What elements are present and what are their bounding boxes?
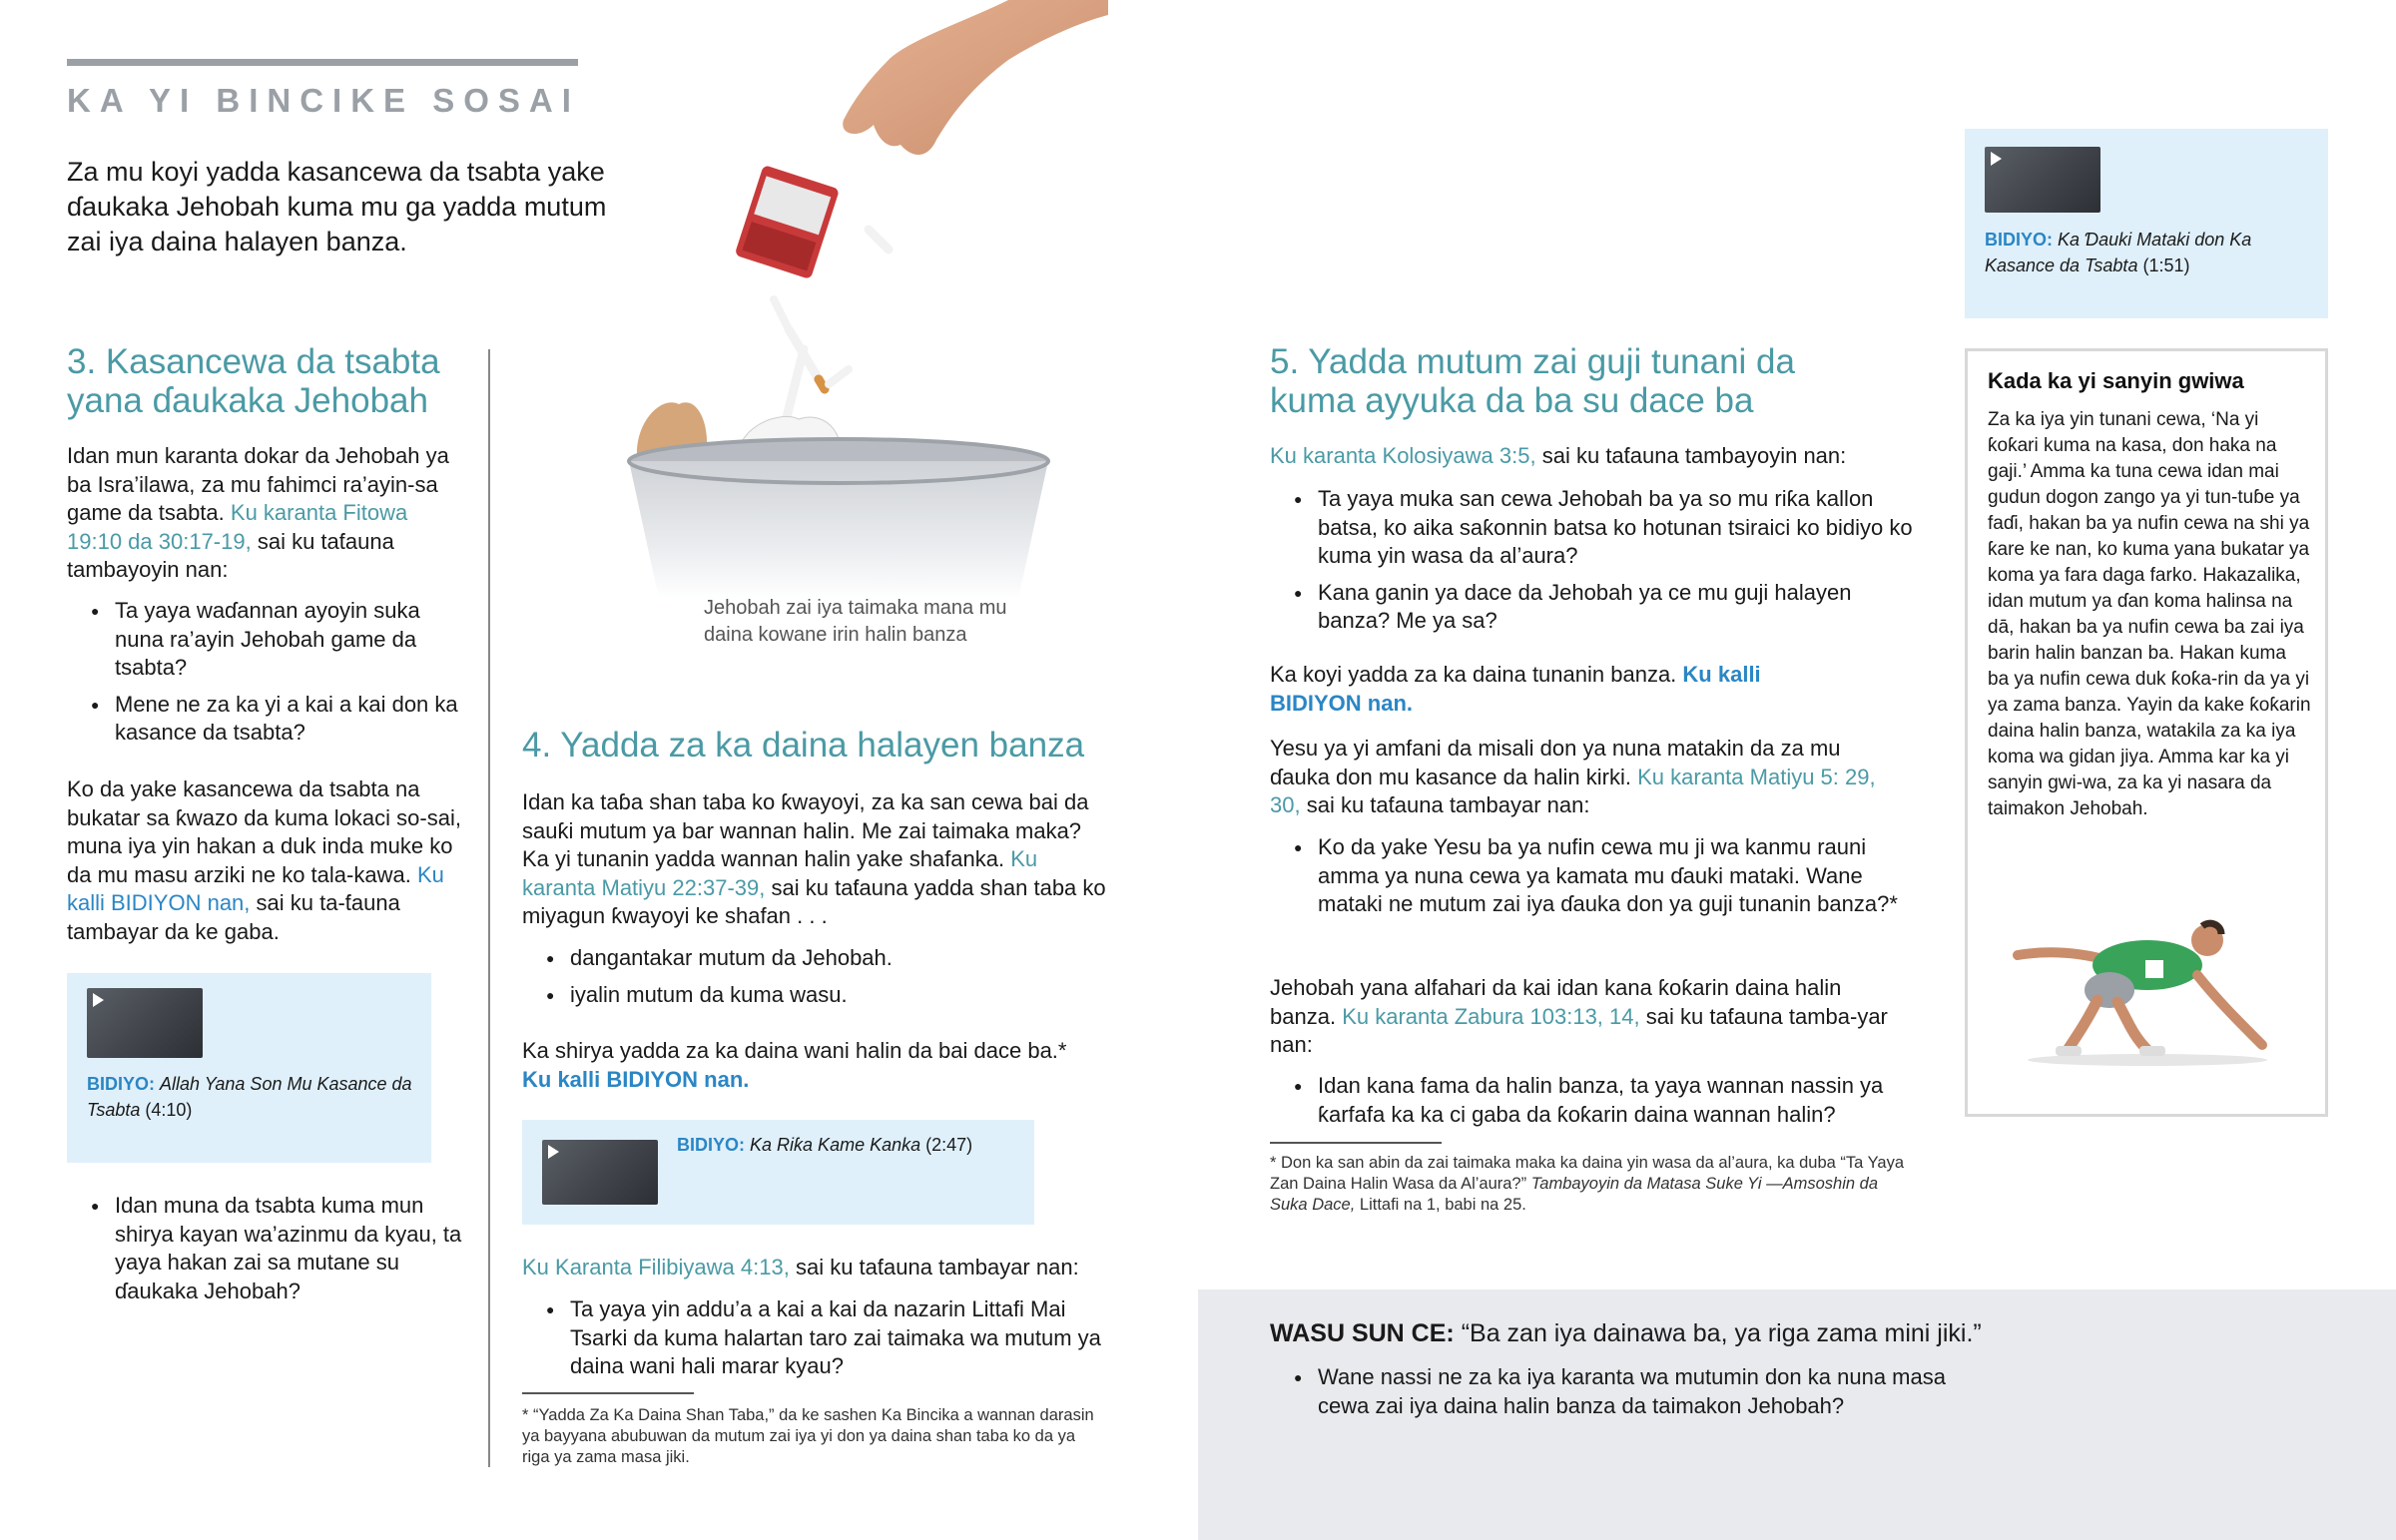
list-item: ● Idan kana fama da halin banza, ta yaya wannan nassin ya ƙarfafa ka ka ci gaba da ƙoƙarin daina wannan halin? xyxy=(1270,1072,1919,1129)
section-4-bullets xyxy=(522,944,1111,1017)
list-item: ● Idan muna da tsabta kuma mun shirya kayan wa’azinmu da kyau, ta yaya hakan zai sa mutane su ɗaukaka Jehobah? xyxy=(67,1192,466,1305)
section-3-questions xyxy=(67,597,466,756)
list-item: ● Ta yaya waɗannan ayoyin suka nuna ra’ayin Jehobah game da tsabta? xyxy=(67,597,466,683)
video-label: BIDIYO: Ka Riƙa Kame Kanka (2:47) xyxy=(677,1135,973,1155)
scripture-link-zabura[interactable]: Ku karanta Zabura 103:13, 14, xyxy=(1342,1003,1640,1029)
list-item: ● Kana ganin ya dace da Jehobah ya ce mu guji halayen banza? Me ya sa? xyxy=(1270,579,1919,636)
section-3-title: 3. Kasancewa da tsabta yana ɗaukaka Jehobah xyxy=(67,342,440,420)
footnote-rule xyxy=(1270,1142,1442,1144)
illustration-caption: Jehobah zai iya taimaka mana mu daina kowane irin halin banza xyxy=(704,597,1007,646)
section-4-question xyxy=(522,1295,1111,1389)
section-4-paragraph-3: Ku Karanta Filibiyawa 4:13, sai ku taƭauna tambayar nan: xyxy=(522,1255,1079,1280)
section-4-paragraph-1: Idan ka taɓa shan taba ko ƙwayoyi, za ka san cewa bai da sauƙi mutum ya bar wannan halin. Me zai taimaka maka? Ka yi tunanin yadda wannan halin yake shafanka. Ku karanta Matiyu 22:37-39, sai ku taƭauna yadda shan taba ko miyagun ƙwayoyi ke shafan . . . xyxy=(522,789,1106,928)
video-thumbnail[interactable] xyxy=(542,1140,658,1205)
section-4-footnote: * “Yadda Za Ka Daina Shan Taba,” da ke sashen Ka Bincika a wannan darasin ya bayyana abubuwan da mutum zai iya yi don ya daina shan taba ko da ya riga ya zama masa jiki. xyxy=(522,1406,1094,1466)
section-5-paragraph-4: Jehobah yana alfahari da kai idan kana ƙoƙarin daina halin banza. Ku karanta Zabura 103:13, 14, sai ku taƭauna tamba-yar nan: xyxy=(1270,975,1888,1057)
list-item: ● Ta yaya yin addu’a a kai a kai da nazarin Littafi Mai Tsarki da kuma halartan taro zai taimaka wa mutum ya daina wani hali marar kyau? xyxy=(522,1295,1111,1381)
video-thumbnail[interactable] xyxy=(1985,147,2100,213)
play-icon xyxy=(548,1145,559,1159)
encouragement-box xyxy=(1965,348,2328,1117)
wasu-sun-ce-label: WASU SUN CE: xyxy=(1270,1319,1455,1347)
list-item: ● iyalin mutum da kuma wasu. xyxy=(522,981,1111,1010)
section-3-paragraph-2: Ko da yake kasancewa da tsabta na bukatar sa ƙwazo da kuma lokaci so-sai, muna iya yin hakan a duk inda muke ko da mu masu arziki ne ko tala-kawa. Ku kalli BIDIYON nan, sai ku ta-ƭauna tambayar da ke gaba. xyxy=(67,776,461,944)
scripture-link-fitowa[interactable]: Ku karanta Fitowa 19:10 da 30:17-19, xyxy=(67,500,408,554)
video-card-section-3[interactable] xyxy=(67,973,431,1163)
list-item: ● Ta yaya muka san cewa Jehobah ba ya so mu riƙa kallon batsa, ko aika saƙonnin batsa ko hotunan tsiraici ko bidiyo ko kuma yin wasa da al’aura? xyxy=(1270,485,1919,571)
play-icon xyxy=(1991,152,2002,166)
scripture-link-matiyu-5[interactable]: Ku karanta Matiyu 5: 29, 30, xyxy=(1270,764,1876,817)
section-5-footnote: * Don ka san abin da zai taimaka maka ka daina yin wasa da al’aura, ka duba “Ta Yaya Zan Daina Halin Wasa da Al’aura?” Tambayoyin da Matasa Suke Yi —Amsoshin da Suka Dace, Littafi na 1, babi na 25. xyxy=(1270,1154,1905,1214)
list-item: ● Wane nassi ne za ka iya karanta wa mutumin don ka nuna masa cewa zai iya daina halin banza da taimakon Jehobah? xyxy=(1270,1363,1989,1420)
video-label: BIDIYO: Allah Yana Son Mu Kasance da Tsabta (4:10) xyxy=(87,1074,412,1120)
column-divider xyxy=(488,349,490,1467)
video-label: BIDIYO: Ka Ɗauki Mataki don Ka Kasance da Tsabta (1:51) xyxy=(1985,230,2252,275)
video-thumbnail[interactable] xyxy=(87,988,203,1058)
section-5-paragraph-3: Yesu ya yi amfani da misali don ya nuna matakin da za mu ɗauka don mu kasance da halin kirki. Ku karanta Matiyu 5: 29, 30, sai ku taƭauna tambayar nan: xyxy=(1270,736,1876,817)
section-5-question-4 xyxy=(1270,1072,1919,1137)
section-5-title: 5. Yadda mutum zai guji tunani da kuma ayyuka da ba su dace ba xyxy=(1270,342,1795,420)
scripture-link-filibiyawa[interactable]: Ku Karanta Filibiyawa 4:13, xyxy=(522,1255,790,1280)
scripture-link-matiyu-22[interactable]: Ku karanta Matiyu 22:37-39, xyxy=(522,846,1038,900)
video-link-4[interactable]: Ku kalli BIDIYON nan. xyxy=(522,1066,750,1092)
section-5-paragraph-1: Ku karanta Kolosiyawa 3:5, sai ku taƭauna tambayoyin nan: xyxy=(1270,443,1847,468)
trash-illustration xyxy=(589,0,1108,609)
section-label: KA YI BINCIKE SOSAI xyxy=(67,82,580,119)
section-3-question-3 xyxy=(67,1192,466,1313)
box-text: Za ka iya yin tunani cewa, ‘Na yi ƙoƙari kuma na kasa, don haka na gaji.’ Amma ka tuna cewa idan mai gudun dogon zango ya yi tun-tuɓe ya faɗi, hakan ba ya nufin cewa na shi ya ƙare ke nan, ko kuma yana bukatar ya koma ya fara daga farko. Hakazalika, idan mutum ya ɗan koma halinsa na dā, hakan ba ya nufin cewa ba zai iya barin halin banzan ba. Hakan kuma ba ya nufin cewa duk ƙoƙa-rin da ya yi ya zama banza. Yayin da kake ƙoƙarin daina halin banza, watakila za ka iya koma wa gidan jiya. Amma kar ka yi sanyin gwi-wa, za ka yi nasara da taimakon Jehobah. xyxy=(1988,409,2311,819)
video-link-3[interactable]: Ku kalli BIDIYON nan, xyxy=(67,861,444,915)
video-link-5[interactable]: Ku kalli BIDIYON nan. xyxy=(1270,662,1761,716)
footnote-rule xyxy=(522,1392,694,1394)
wasu-sun-ce-panel xyxy=(1198,1289,2396,1540)
play-icon xyxy=(93,993,104,1007)
section-3-paragraph-1: Idan mun karanta dokar da Jehobah ya ba Isra’ilawa, za mu fahimci ra’ayin-sa game da tsabta. Ku karanta Fitowa 19:10 da 30:17-19, sai ku taƭauna tambayoyin nan: xyxy=(67,443,449,582)
section-5-questions xyxy=(1270,485,1919,644)
box-title: Kada ka yi sanyin gwiwa xyxy=(1988,368,2244,393)
intro-text: Za mu koyi yadda kasancewa da tsabta yake ɗaukaka Jehobah kuma mu ga yadda mutum zai iya daina halayen banza. xyxy=(67,157,607,257)
wasu-sun-ce-question xyxy=(1270,1363,1989,1428)
section-5-question-3 xyxy=(1270,833,1909,927)
section-4-paragraph-2: Ka shirya yadda za ka daina wani halin da bai dace ba.* Ku kalli BIDIYON nan. xyxy=(522,1038,1067,1092)
scripture-link-kolosiyawa[interactable]: Ku karanta Kolosiyawa 3:5, xyxy=(1270,443,1536,468)
header-rule xyxy=(67,59,578,66)
section-4-title: 4. Yadda za ka daina halayen banza xyxy=(522,726,1085,765)
section-5-paragraph-2: Ka koyi yadda za ka daina tunanin banza. Ku kalli BIDIYON nan. xyxy=(1270,662,1761,716)
list-item: ● dangantakar mutum da Jehobah. xyxy=(522,944,1111,973)
runner-illustration xyxy=(1998,910,2297,1070)
video-card-sidebar[interactable] xyxy=(1965,129,2328,318)
wasu-sun-ce-quote: WASU SUN CE: “Ba zan iya dainawa ba, ya riga zama mini jiki.” xyxy=(1270,1319,1982,1347)
list-item: ● Ko da yake Yesu ba ya nufin cewa mu ji wa kanmu rauni amma ya nuna cewa ya kamata mu ɗauki mataki. Wane mataki ne mutum zai iya ɗauka don ya guji tunanin banza?* xyxy=(1270,833,1909,919)
video-card-section-4[interactable] xyxy=(522,1120,1034,1225)
list-item: ● Mene ne za ka yi a kai a kai don ka kasance da tsabta? xyxy=(67,691,466,748)
